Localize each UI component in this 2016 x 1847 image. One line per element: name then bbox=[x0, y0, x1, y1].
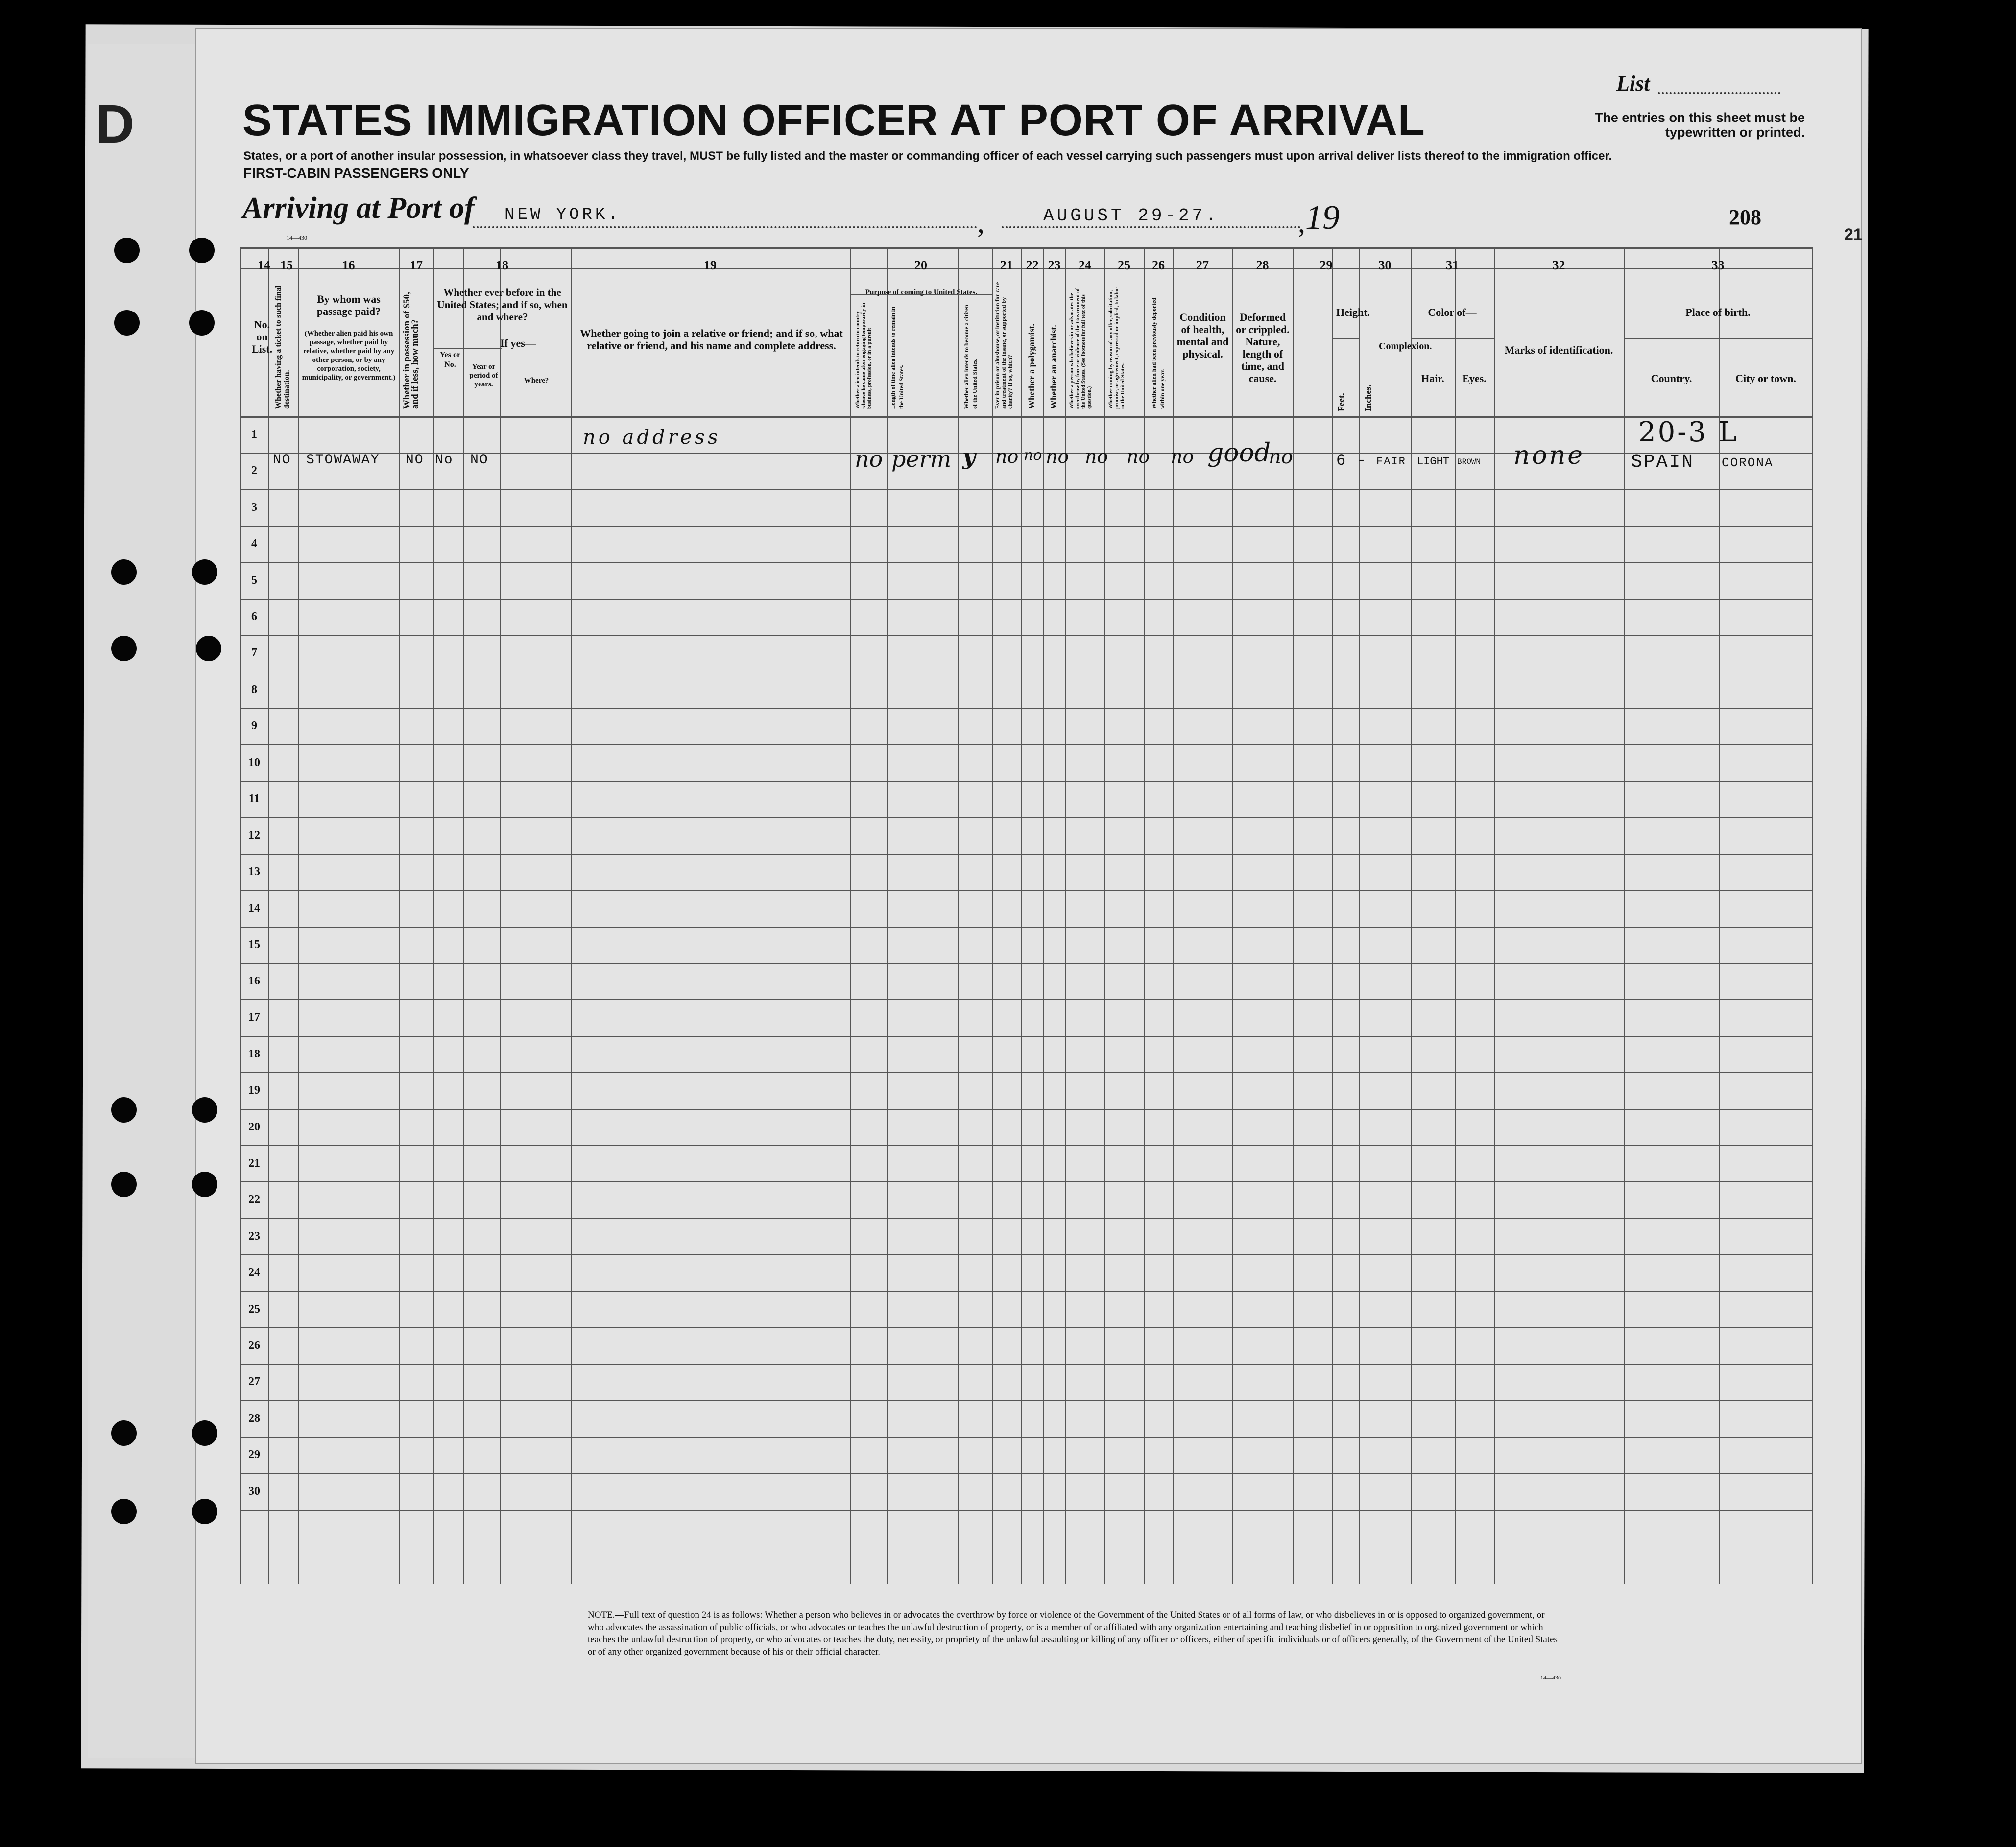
typewritten-instruction: The entries on this sheet must be typewritten or printed. bbox=[1594, 110, 1805, 140]
entry-complexion: FAIR bbox=[1376, 456, 1406, 468]
header-no-on-list: No. on List. bbox=[251, 318, 273, 355]
row-rule bbox=[240, 635, 1812, 636]
page-number: 208 bbox=[1729, 205, 1761, 229]
col-rule bbox=[887, 247, 888, 1584]
row-rule bbox=[240, 562, 1812, 563]
row-number: 24 bbox=[248, 1266, 260, 1279]
col-num-32: 32 bbox=[1552, 258, 1565, 272]
row-number: 17 bbox=[248, 1011, 260, 1024]
entry-inches: - bbox=[1357, 452, 1368, 470]
entry-health: good bbox=[1207, 438, 1271, 468]
left-page-strip bbox=[88, 44, 201, 1758]
col-num-28: 28 bbox=[1256, 258, 1269, 272]
header-labor: Whether coming by reason of any offer, solicitation, promise, or agreement, expressed or implied, to labor in the United States. bbox=[1108, 287, 1126, 409]
entry-country: SPAIN bbox=[1631, 452, 1695, 473]
entry-eyes: BROWN bbox=[1457, 457, 1481, 466]
col-rule bbox=[1624, 247, 1625, 1584]
row-rule bbox=[240, 1254, 1812, 1255]
port-value: NEW YORK. bbox=[504, 206, 621, 224]
row-number: 10 bbox=[248, 756, 260, 769]
punch-hole bbox=[111, 1420, 137, 1446]
col-rule bbox=[500, 247, 501, 1584]
header-if-yes: If yes— bbox=[500, 337, 536, 349]
entry-deformed: no bbox=[1269, 446, 1293, 468]
instruction-line: States, or a port of another insular possession, in whatsoever class they travel, MUST be fully listed and the master or commanding officer of each vessel carrying such passengers must upon arrival deliver lists thereof to the immigration officer. bbox=[243, 149, 1612, 163]
header-passage-paid: By whom was passage paid? bbox=[316, 293, 381, 317]
entry-join: no address bbox=[583, 426, 721, 449]
header-place-of-birth: Place of birth. bbox=[1685, 306, 1751, 318]
header-before-yes: Yes or No. bbox=[439, 351, 461, 369]
row-number: 4 bbox=[251, 537, 257, 551]
row-rule bbox=[240, 1145, 1812, 1146]
col-rule bbox=[463, 247, 464, 1584]
entry-marks: none bbox=[1513, 441, 1585, 470]
left-fragment-letter: D bbox=[96, 94, 135, 154]
header-year-period: Year or period of years. bbox=[469, 363, 498, 388]
header-fifty-dollars: Whether in possession of $50, and if less, how much? bbox=[402, 292, 420, 409]
row-rule bbox=[240, 1072, 1812, 1073]
entry-city: CORONA bbox=[1722, 456, 1774, 470]
date-line bbox=[1002, 226, 1300, 228]
entry-citizen: y bbox=[962, 443, 976, 470]
header-inches: Inches. bbox=[1363, 384, 1373, 411]
arriving-label: Arriving at Port of bbox=[242, 192, 475, 225]
col-num-31: 31 bbox=[1446, 258, 1459, 272]
row-rule bbox=[240, 781, 1812, 782]
col-rule bbox=[1043, 247, 1044, 1584]
row-number: 20 bbox=[248, 1120, 260, 1133]
row-rule bbox=[240, 708, 1812, 709]
row-rule bbox=[240, 1036, 1812, 1037]
col-num-19: 19 bbox=[704, 258, 717, 272]
punch-hole bbox=[192, 1499, 217, 1524]
col-num-14: 14 bbox=[258, 258, 270, 272]
col-num-23: 23 bbox=[1048, 258, 1061, 272]
header-ticket: Whether having a ticket to such final destination. bbox=[274, 285, 291, 409]
col-num-17: 17 bbox=[410, 258, 423, 272]
row-number: 30 bbox=[248, 1485, 260, 1498]
entry-ticket: NO bbox=[273, 453, 291, 468]
row-rule bbox=[240, 1510, 1812, 1511]
entry-deported: no bbox=[1171, 446, 1194, 467]
row-rule bbox=[240, 999, 1812, 1000]
subheader-rule bbox=[1411, 338, 1494, 339]
grid-header-rule bbox=[240, 416, 1812, 418]
header-before-us: Whether ever before in the United States; and if so, when and where? bbox=[437, 287, 568, 323]
header-marks: Marks of identification. bbox=[1504, 344, 1613, 356]
row-number: 27 bbox=[248, 1375, 260, 1389]
row-number: 11 bbox=[248, 792, 260, 805]
row-number: 16 bbox=[248, 975, 260, 987]
punch-hole bbox=[196, 636, 221, 661]
entry-hair: LIGHT bbox=[1417, 456, 1450, 468]
row-number: 12 bbox=[248, 829, 260, 842]
row-number: 5 bbox=[251, 574, 257, 587]
list-number-line bbox=[1658, 92, 1780, 94]
col-num-18: 18 bbox=[496, 258, 508, 272]
entry-return: no bbox=[855, 446, 883, 472]
row-number: 3 bbox=[251, 501, 257, 514]
col-num-15: 15 bbox=[280, 258, 293, 272]
header-prison: Ever in prison or almshouse, or institution for care and treatment of the insane, or supported by charity? If so, which? bbox=[994, 282, 1013, 409]
col-rule bbox=[1021, 247, 1022, 1584]
col-rule bbox=[958, 247, 959, 1584]
row-number: 2 bbox=[251, 464, 257, 478]
col-num-33: 33 bbox=[1711, 258, 1725, 272]
col-num-20: 20 bbox=[914, 258, 927, 272]
row-number: 1 bbox=[251, 428, 257, 441]
row-rule bbox=[240, 1181, 1812, 1182]
form-code-bottom: 14—430 bbox=[1540, 1674, 1561, 1681]
row-rule bbox=[240, 1327, 1812, 1328]
col-rule bbox=[1494, 247, 1495, 1584]
row-rule bbox=[240, 526, 1812, 527]
header-purpose-return: Whether alien intends to return to country whence he came after engaging temporarily in business, profession, or in a pursuit bbox=[855, 303, 872, 409]
row-rule bbox=[240, 854, 1812, 855]
punch-hole bbox=[192, 1097, 217, 1123]
header-purpose-citizen: Whether alien intends to become a citizen of the United States. bbox=[963, 304, 978, 409]
row-number: 6 bbox=[251, 610, 257, 623]
date-value: AUGUST 29-27. bbox=[1043, 206, 1219, 226]
row-rule bbox=[240, 817, 1812, 818]
col-rule bbox=[1359, 247, 1360, 1584]
row-rule bbox=[240, 599, 1812, 600]
col-num-16: 16 bbox=[342, 258, 355, 272]
col-num-22: 22 bbox=[1026, 258, 1039, 272]
col-num-30: 30 bbox=[1378, 258, 1392, 272]
manifest-title: STATES IMMIGRATION OFFICER AT PORT OF ARRIVAL bbox=[242, 96, 1425, 145]
header-health: Condition of health, mental and physical. bbox=[1176, 311, 1229, 360]
entry-polygamist: no bbox=[1024, 447, 1042, 464]
entry-anarchist: no bbox=[1046, 446, 1069, 467]
subheader-rule bbox=[1624, 338, 1812, 339]
entry-feet: 6 bbox=[1336, 452, 1347, 470]
entry-annotation: 20-3 L bbox=[1638, 416, 1739, 448]
row-number: 18 bbox=[248, 1047, 260, 1060]
entry-prison: no bbox=[995, 446, 1019, 467]
class-line: FIRST-CABIN PASSENGERS ONLY bbox=[243, 166, 469, 181]
col-rule bbox=[298, 247, 299, 1584]
punch-hole bbox=[111, 559, 137, 585]
row-rule bbox=[240, 1291, 1812, 1292]
col-num-27: 27 bbox=[1196, 258, 1209, 272]
list-label: List bbox=[1616, 72, 1650, 96]
entry-before-yes: No bbox=[435, 453, 454, 468]
year-prefix: 19 bbox=[1305, 199, 1340, 237]
row-rule bbox=[240, 1364, 1812, 1365]
header-purpose-length: Length of time alien intends to remain in the United States. bbox=[889, 307, 905, 409]
row-number: 14 bbox=[248, 902, 260, 915]
col-num-29: 29 bbox=[1320, 258, 1333, 272]
row-number: 28 bbox=[248, 1412, 260, 1425]
header-eyes: Eyes. bbox=[1462, 372, 1487, 384]
header-anarchist: Whether an anarchist. bbox=[1049, 325, 1058, 409]
row-number: 25 bbox=[248, 1302, 260, 1316]
row-number: 9 bbox=[251, 720, 257, 733]
row-rule bbox=[240, 890, 1812, 891]
col-rule bbox=[399, 247, 400, 1584]
col-num-21: 21 bbox=[1000, 258, 1013, 272]
header-deported: Whether alien had been previously deported within one year. bbox=[1151, 297, 1166, 409]
punch-hole bbox=[111, 1172, 137, 1197]
row-rule bbox=[240, 1437, 1812, 1438]
row-number: 7 bbox=[251, 647, 257, 660]
port-line bbox=[473, 226, 977, 228]
row-rule bbox=[240, 1109, 1812, 1110]
col-rule bbox=[1332, 247, 1333, 1584]
row-rule bbox=[240, 489, 1812, 490]
header-complexion: Complexion. bbox=[1379, 341, 1432, 352]
row-number: 29 bbox=[248, 1448, 260, 1462]
row-number: 22 bbox=[248, 1193, 260, 1206]
punch-hole bbox=[111, 1499, 137, 1524]
row-number: 23 bbox=[248, 1229, 260, 1243]
row-number: 13 bbox=[248, 865, 260, 878]
col-rule bbox=[268, 247, 269, 1584]
entry-overthrow: no bbox=[1085, 446, 1108, 467]
punch-hole bbox=[111, 1097, 137, 1123]
row-rule bbox=[240, 1400, 1812, 1401]
punch-hole bbox=[114, 310, 140, 336]
row-rule bbox=[240, 1473, 1812, 1474]
col-rule bbox=[1411, 247, 1412, 1584]
col-rule bbox=[1812, 247, 1813, 1584]
header-city: City or town. bbox=[1735, 372, 1796, 384]
col-rule bbox=[433, 247, 434, 1584]
col-rule bbox=[1293, 247, 1294, 1584]
row-rule bbox=[240, 963, 1812, 964]
col-num-25: 25 bbox=[1118, 258, 1130, 272]
row-rule bbox=[240, 927, 1812, 928]
header-height: Height. bbox=[1336, 306, 1370, 318]
row-number: 26 bbox=[248, 1339, 260, 1352]
col-rule bbox=[571, 247, 572, 1584]
entry-money: NO bbox=[406, 453, 424, 468]
grid-top-rule bbox=[240, 247, 1812, 249]
header-where: Where? bbox=[524, 377, 549, 384]
header-hair: Hair. bbox=[1421, 372, 1444, 384]
col-rule bbox=[992, 247, 993, 1584]
punch-hole bbox=[192, 1172, 217, 1197]
subheader-rule bbox=[1332, 338, 1359, 339]
row-number: 15 bbox=[248, 938, 260, 951]
header-passage-paid-sub: (Whether alien paid his own passage, whether paid by relative, whether paid by any other person, or by any corporation, society, municipality, or government.) bbox=[302, 330, 396, 382]
col-rule bbox=[1455, 247, 1456, 1584]
header-polygamist: Whether a polygamist. bbox=[1027, 323, 1036, 409]
row-rule bbox=[240, 1218, 1812, 1219]
row-number: 8 bbox=[251, 683, 257, 696]
entry-length: perm bbox=[891, 446, 952, 472]
col-rule bbox=[850, 247, 851, 1584]
header-country: Country. bbox=[1651, 372, 1692, 384]
form-code-top: 14—430 bbox=[287, 234, 307, 241]
punch-hole bbox=[189, 310, 215, 336]
header-feet: Feet. bbox=[1336, 393, 1346, 411]
col-num-26: 26 bbox=[1152, 258, 1165, 272]
entry-labor: no bbox=[1127, 446, 1150, 467]
punch-hole bbox=[192, 559, 217, 585]
header-join-relative: Whether going to join a relative or friend; and if so, what relative or friend, and his name and complete address. bbox=[580, 327, 843, 352]
entry-paid-by: STOWAWAY bbox=[306, 453, 380, 468]
punch-hole bbox=[192, 1420, 217, 1446]
row-number: 19 bbox=[248, 1084, 260, 1097]
entry-before-year: NO bbox=[470, 453, 489, 468]
header-overthrow: Whether a person who believes in or advocates the overthrow by force or violence of the Government of the United States. (See footnote for full text of this question.) bbox=[1069, 288, 1092, 409]
row-rule bbox=[240, 744, 1812, 745]
right-fragment-number: 21 bbox=[1844, 225, 1863, 244]
header-color: Color of— bbox=[1428, 306, 1477, 318]
header-purpose: Purpose of coming to United States. bbox=[865, 288, 978, 296]
punch-hole bbox=[189, 238, 215, 263]
header-deformed: Deformed or crippled. Nature, length of time, and cause. bbox=[1236, 311, 1290, 384]
row-number: 21 bbox=[248, 1157, 260, 1170]
punch-hole bbox=[111, 636, 137, 661]
col-num-24: 24 bbox=[1079, 258, 1091, 272]
punch-hole bbox=[114, 238, 140, 263]
footnote: NOTE.—Full text of question 24 is as follows: Whether a person who believes in or advocates the overthrow by force or violence of the Government of the United States or of all forms of law, or who disbelieves in or is opposed to organized government, or who advocates the assassination of public officials, or who advocates or teaches the unlawful destruction of property, or is a member of or affiliated with any organization entertaining and teaching disbelief in or opposition to organized government or which teaches the unlawful destruction of property, or who advocates or teaches the duty, necessity, or propriety of the unlawful assaulting or killing of any officer or officers, either of specific individuals or of officers generally, of the Government of the United States or of any other organized government because of his or their official character. bbox=[588, 1610, 1558, 1657]
